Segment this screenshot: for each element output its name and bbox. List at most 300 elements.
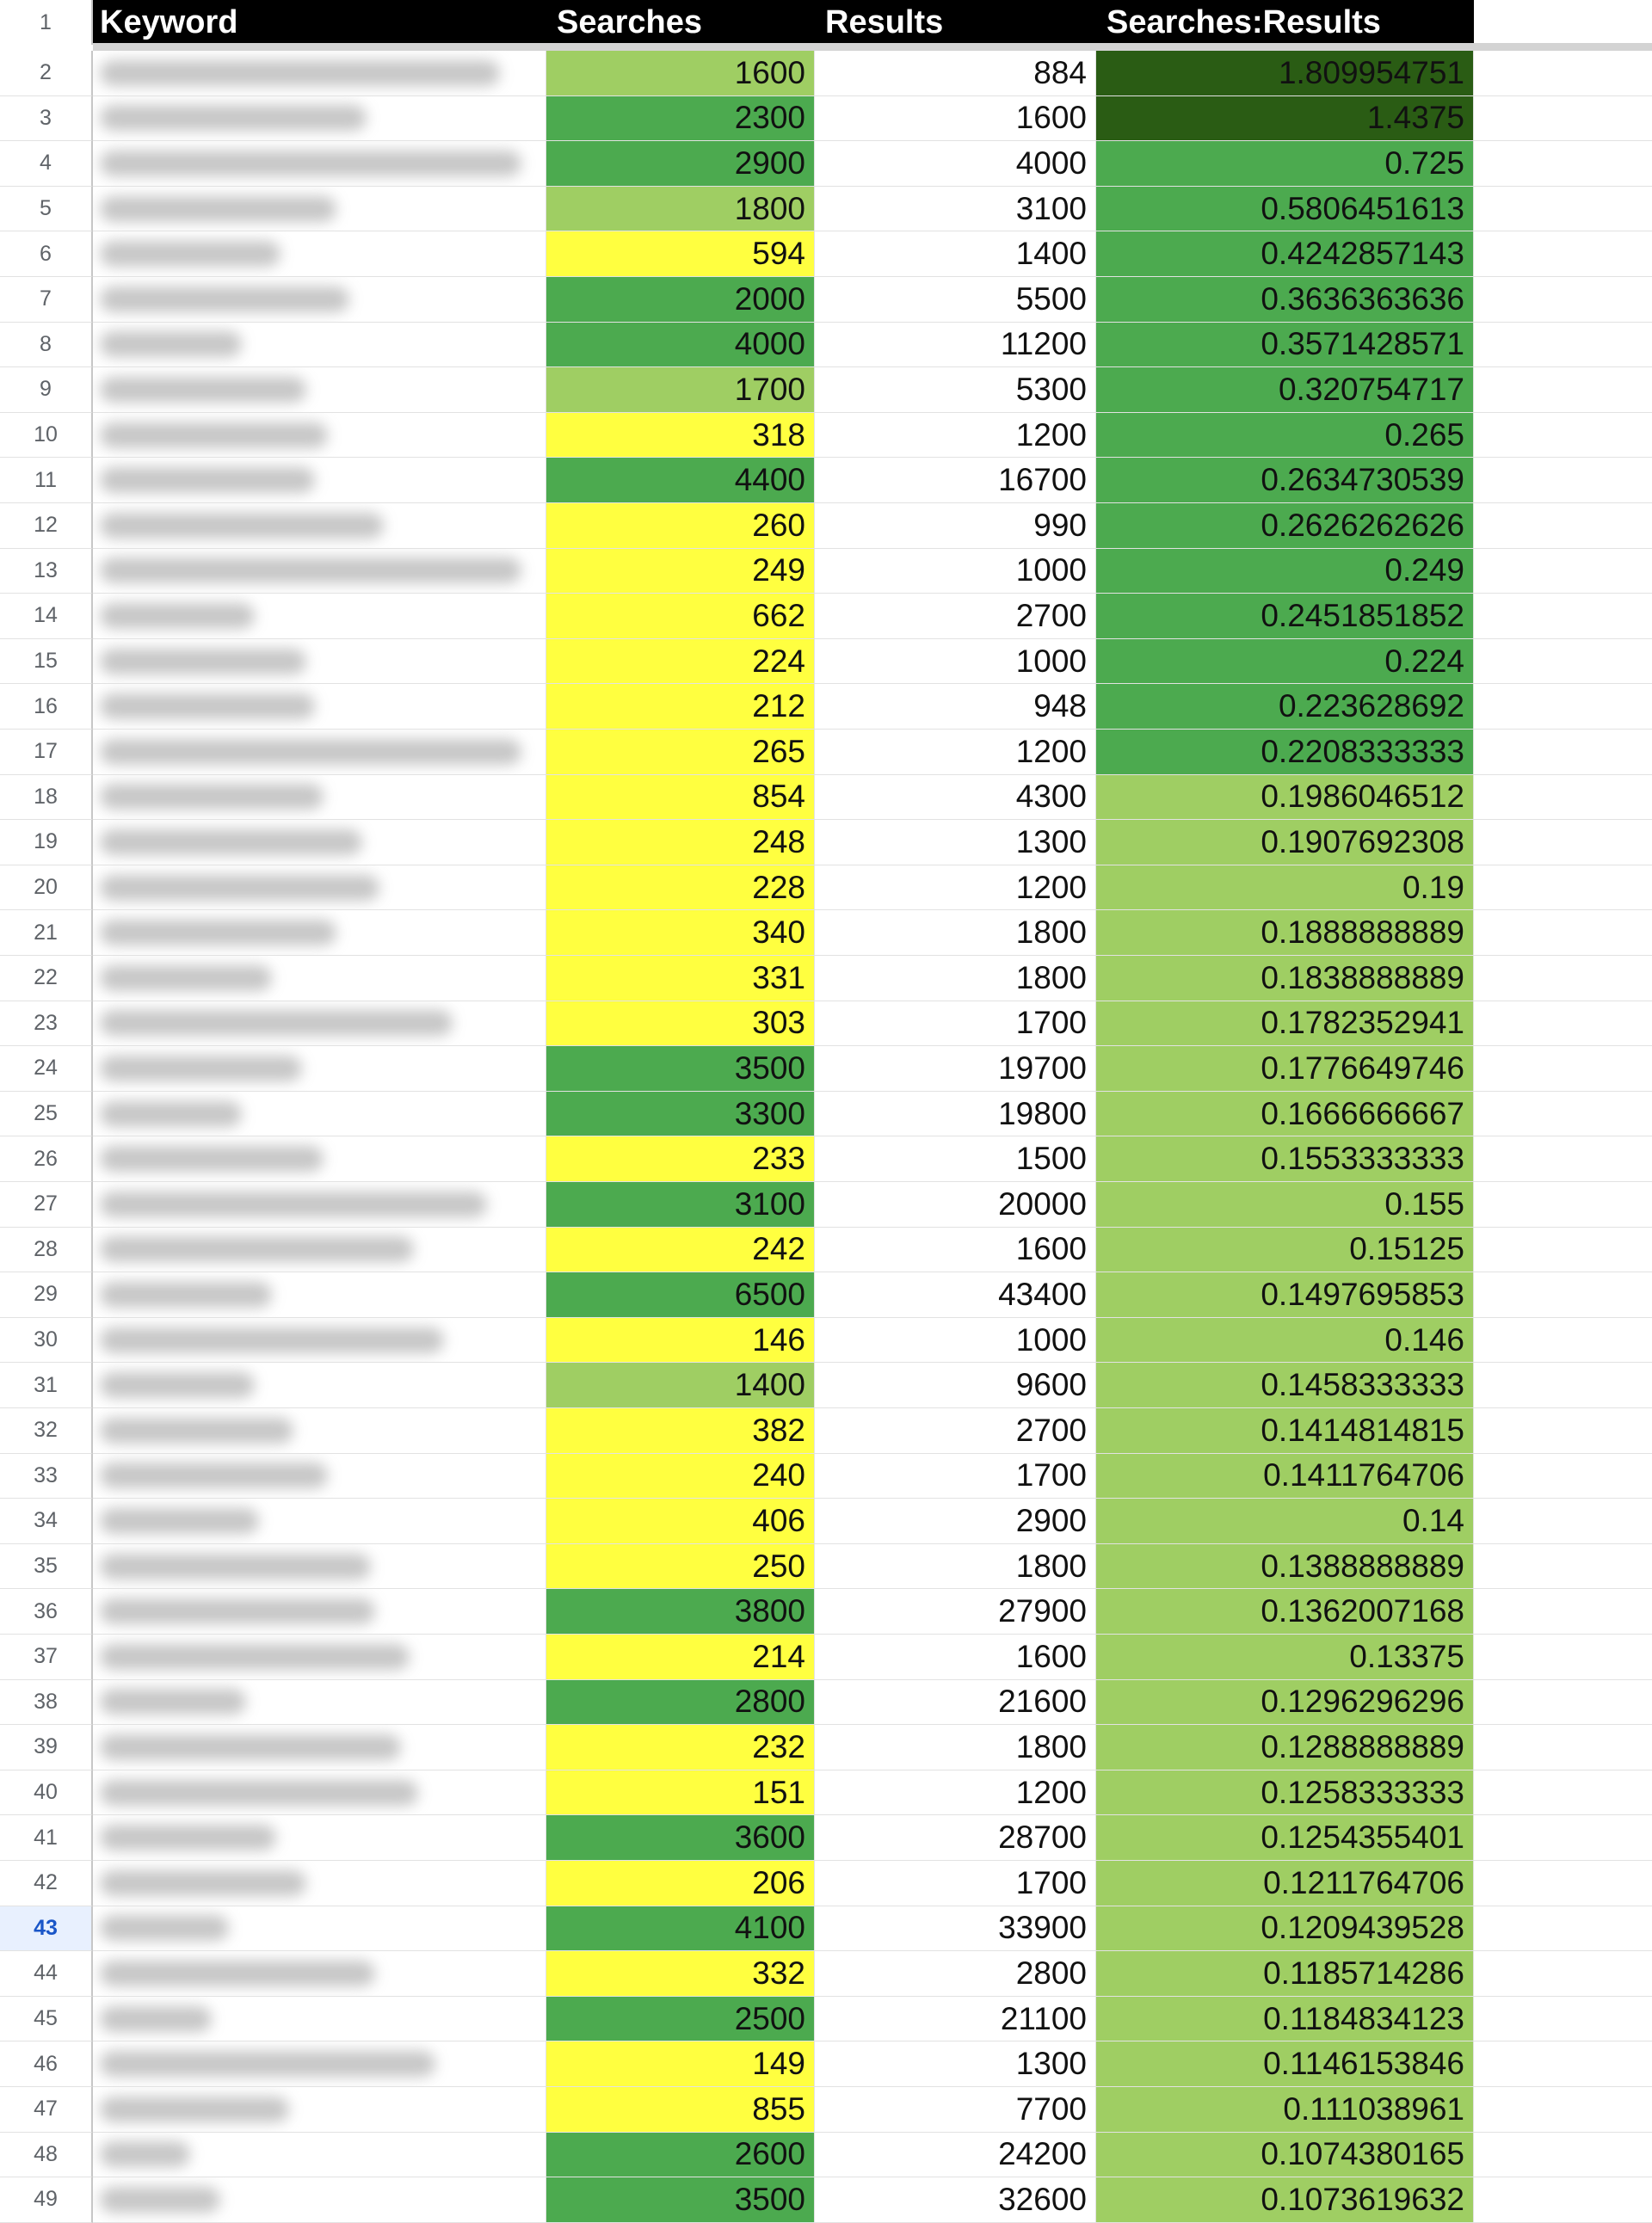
- keyword-cell[interactable]: [93, 549, 546, 594]
- searches-cell[interactable]: 149: [546, 2041, 815, 2087]
- row-number[interactable]: 17: [0, 730, 93, 775]
- searches-cell[interactable]: 594: [546, 231, 815, 277]
- keyword-cell[interactable]: [93, 1454, 546, 1499]
- ratio-cell[interactable]: 0.111038961: [1096, 2087, 1474, 2133]
- searches-cell[interactable]: 233: [546, 1136, 815, 1182]
- keyword-cell[interactable]: [93, 2087, 546, 2133]
- results-cell[interactable]: 1800: [815, 910, 1096, 956]
- searches-cell[interactable]: 249: [546, 549, 815, 594]
- ratio-cell[interactable]: 0.1074380165: [1096, 2133, 1474, 2178]
- ratio-cell[interactable]: 0.4242857143: [1096, 231, 1474, 277]
- empty-cell[interactable]: [1474, 141, 1652, 187]
- searches-cell[interactable]: 1800: [546, 187, 815, 232]
- redacted-keyword: [100, 1282, 272, 1308]
- row-header-1[interactable]: 1: [0, 0, 93, 45]
- row-number[interactable]: 13: [0, 549, 93, 594]
- ratio-cell[interactable]: 0.14: [1096, 1499, 1474, 1544]
- searches-cell[interactable]: 240: [546, 1454, 815, 1499]
- ratio-cell[interactable]: 0.2208333333: [1096, 730, 1474, 775]
- redacted-keyword: [100, 467, 315, 493]
- searches-cell[interactable]: 2600: [546, 2133, 815, 2178]
- empty-cell[interactable]: [1474, 549, 1652, 594]
- column-header-results[interactable]: Results: [815, 0, 1096, 45]
- empty-cell[interactable]: [1474, 1454, 1652, 1499]
- empty-cell[interactable]: [1474, 956, 1652, 1001]
- empty-cell[interactable]: [1474, 1951, 1652, 1997]
- empty-cell[interactable]: [1474, 2041, 1652, 2087]
- empty-cell[interactable]: [1474, 594, 1652, 639]
- row-number[interactable]: 40: [0, 1770, 93, 1816]
- empty-cell[interactable]: [1474, 51, 1652, 96]
- keyword-cell[interactable]: [93, 1046, 546, 1092]
- keyword-cell[interactable]: [93, 367, 546, 413]
- searches-cell[interactable]: 1400: [546, 1363, 815, 1408]
- row-number[interactable]: 27: [0, 1182, 93, 1228]
- results-cell[interactable]: 19800: [815, 1092, 1096, 1137]
- keyword-cell[interactable]: [93, 1001, 546, 1047]
- keyword-cell[interactable]: [93, 956, 546, 1001]
- searches-cell[interactable]: 260: [546, 503, 815, 549]
- searches-cell[interactable]: 3800: [546, 1589, 815, 1635]
- keyword-cell[interactable]: [93, 503, 546, 549]
- empty-cell[interactable]: [1474, 1815, 1652, 1861]
- ratio-cell[interactable]: 0.3571428571: [1096, 323, 1474, 368]
- row-number[interactable]: 44: [0, 1951, 93, 1997]
- ratio-cell[interactable]: 0.1185714286: [1096, 1951, 1474, 1997]
- row-number[interactable]: 33: [0, 1454, 93, 1499]
- row-number[interactable]: 24: [0, 1046, 93, 1092]
- row-number[interactable]: 48: [0, 2133, 93, 2178]
- searches-cell[interactable]: 855: [546, 2087, 815, 2133]
- results-cell[interactable]: 884: [815, 51, 1096, 96]
- empty-cell[interactable]: [1474, 1408, 1652, 1454]
- keyword-cell[interactable]: [93, 2041, 546, 2087]
- row-number[interactable]: 20: [0, 865, 93, 911]
- keyword-cell[interactable]: [93, 1408, 546, 1454]
- empty-cell[interactable]: [1474, 2087, 1652, 2133]
- keyword-cell[interactable]: [93, 1272, 546, 1318]
- redacted-keyword: [100, 1915, 229, 1941]
- ratio-cell[interactable]: 0.1666666667: [1096, 1092, 1474, 1137]
- ratio-cell[interactable]: 0.1907692308: [1096, 820, 1474, 865]
- ratio-cell[interactable]: 0.1296296296: [1096, 1680, 1474, 1726]
- keyword-cell[interactable]: [93, 1815, 546, 1861]
- ratio-cell[interactable]: 0.224: [1096, 639, 1474, 685]
- searches-cell[interactable]: 1600: [546, 51, 815, 96]
- keyword-cell[interactable]: [93, 1544, 546, 1590]
- results-cell[interactable]: 1000: [815, 639, 1096, 685]
- keyword-cell[interactable]: [93, 639, 546, 685]
- keyword-cell[interactable]: [93, 323, 546, 368]
- results-cell[interactable]: 1800: [815, 956, 1096, 1001]
- searches-cell[interactable]: 6500: [546, 1272, 815, 1318]
- searches-cell[interactable]: 248: [546, 820, 815, 865]
- searches-cell[interactable]: 4100: [546, 1906, 815, 1952]
- column-header-ratio[interactable]: Searches:Results: [1096, 0, 1474, 45]
- ratio-cell[interactable]: 0.1388888889: [1096, 1544, 1474, 1590]
- keyword-cell[interactable]: [93, 141, 546, 187]
- results-cell[interactable]: 4000: [815, 141, 1096, 187]
- results-cell[interactable]: 1200: [815, 730, 1096, 775]
- redacted-keyword: [100, 1056, 302, 1081]
- searches-cell[interactable]: 2000: [546, 277, 815, 323]
- row-number[interactable]: 30: [0, 1318, 93, 1364]
- results-cell[interactable]: 1700: [815, 1861, 1096, 1906]
- keyword-cell[interactable]: [93, 730, 546, 775]
- ratio-cell[interactable]: 0.1073619632: [1096, 2177, 1474, 2223]
- row-number[interactable]: 6: [0, 231, 93, 277]
- results-cell[interactable]: 21100: [815, 1997, 1096, 2042]
- empty-cell[interactable]: [1474, 1318, 1652, 1364]
- keyword-cell[interactable]: [93, 865, 546, 911]
- empty-cell[interactable]: [1474, 1272, 1652, 1318]
- empty-cell[interactable]: [1474, 2177, 1652, 2223]
- row-number[interactable]: 23: [0, 1001, 93, 1047]
- searches-cell[interactable]: 214: [546, 1635, 815, 1680]
- searches-cell[interactable]: 3500: [546, 1046, 815, 1092]
- searches-cell[interactable]: 3500: [546, 2177, 815, 2223]
- searches-cell[interactable]: 3300: [546, 1092, 815, 1137]
- searches-cell[interactable]: 2300: [546, 96, 815, 142]
- empty-cell[interactable]: [1474, 820, 1652, 865]
- results-cell[interactable]: 11200: [815, 323, 1096, 368]
- empty-cell[interactable]: [1474, 277, 1652, 323]
- ratio-cell[interactable]: 0.1211764706: [1096, 1861, 1474, 1906]
- ratio-cell[interactable]: 0.1888888889: [1096, 910, 1474, 956]
- row-number[interactable]: 39: [0, 1725, 93, 1770]
- empty-cell[interactable]: [1474, 910, 1652, 956]
- row-number[interactable]: 28: [0, 1228, 93, 1273]
- empty-cell[interactable]: [1474, 865, 1652, 911]
- keyword-cell[interactable]: [93, 1906, 546, 1952]
- ratio-cell[interactable]: 0.1146153846: [1096, 2041, 1474, 2087]
- ratio-cell[interactable]: 0.2634730539: [1096, 458, 1474, 503]
- ratio-cell[interactable]: 0.2626262626: [1096, 503, 1474, 549]
- results-cell[interactable]: 28700: [815, 1815, 1096, 1861]
- row-number[interactable]: 42: [0, 1861, 93, 1906]
- empty-cell[interactable]: [1474, 1861, 1652, 1906]
- results-cell[interactable]: 1000: [815, 1318, 1096, 1364]
- keyword-cell[interactable]: [93, 2133, 546, 2178]
- results-cell[interactable]: 32600: [815, 2177, 1096, 2223]
- keyword-cell[interactable]: [93, 277, 546, 323]
- results-cell[interactable]: 4300: [815, 775, 1096, 821]
- row-number[interactable]: 26: [0, 1136, 93, 1182]
- ratio-cell[interactable]: 0.5806451613: [1096, 187, 1474, 232]
- keyword-cell[interactable]: [93, 1182, 546, 1228]
- ratio-cell[interactable]: 0.13375: [1096, 1635, 1474, 1680]
- empty-cell[interactable]: [1474, 1589, 1652, 1635]
- ratio-cell[interactable]: 0.1458333333: [1096, 1363, 1474, 1408]
- empty-cell[interactable]: [1474, 503, 1652, 549]
- searches-cell[interactable]: 340: [546, 910, 815, 956]
- searches-cell[interactable]: 382: [546, 1408, 815, 1454]
- searches-cell[interactable]: 332: [546, 1951, 815, 1997]
- ratio-cell[interactable]: 1.4375: [1096, 96, 1474, 142]
- searches-cell[interactable]: 224: [546, 639, 815, 685]
- empty-cell[interactable]: [1474, 1182, 1652, 1228]
- searches-cell[interactable]: 3600: [546, 1815, 815, 1861]
- row-number[interactable]: 16: [0, 684, 93, 730]
- searches-cell[interactable]: 4000: [546, 323, 815, 368]
- results-cell[interactable]: 1800: [815, 1544, 1096, 1590]
- searches-cell[interactable]: 2800: [546, 1680, 815, 1726]
- row-number[interactable]: 43: [0, 1906, 93, 1952]
- row-number[interactable]: 25: [0, 1092, 93, 1137]
- results-cell[interactable]: 1800: [815, 1725, 1096, 1770]
- ratio-cell[interactable]: 0.1553333333: [1096, 1136, 1474, 1182]
- empty-cell[interactable]: [1474, 458, 1652, 503]
- empty-cell[interactable]: [1474, 187, 1652, 232]
- row-number[interactable]: 38: [0, 1680, 93, 1726]
- searches-cell[interactable]: 2500: [546, 1997, 815, 2042]
- row-number[interactable]: 19: [0, 820, 93, 865]
- keyword-cell[interactable]: [93, 51, 546, 96]
- empty-cell[interactable]: [1474, 1136, 1652, 1182]
- row-number[interactable]: 4: [0, 141, 93, 187]
- row-number[interactable]: 34: [0, 1499, 93, 1544]
- results-cell[interactable]: 1200: [815, 413, 1096, 459]
- searches-cell[interactable]: 265: [546, 730, 815, 775]
- keyword-cell[interactable]: [93, 96, 546, 142]
- empty-cell[interactable]: [1474, 96, 1652, 142]
- results-cell[interactable]: 3100: [815, 187, 1096, 232]
- results-cell[interactable]: 1600: [815, 1228, 1096, 1273]
- keyword-cell[interactable]: [93, 231, 546, 277]
- results-cell[interactable]: 20000: [815, 1182, 1096, 1228]
- results-cell[interactable]: 1300: [815, 2041, 1096, 2087]
- keyword-cell[interactable]: [93, 458, 546, 503]
- searches-cell[interactable]: 146: [546, 1318, 815, 1364]
- results-cell[interactable]: 1000: [815, 549, 1096, 594]
- column-header-keyword[interactable]: Keyword: [93, 0, 546, 45]
- results-cell[interactable]: 990: [815, 503, 1096, 549]
- redacted-keyword: [100, 1236, 414, 1262]
- row-number[interactable]: 10: [0, 413, 93, 459]
- searches-cell[interactable]: 854: [546, 775, 815, 821]
- row-number[interactable]: 15: [0, 639, 93, 685]
- empty-cell[interactable]: [1474, 1770, 1652, 1816]
- searches-cell[interactable]: 406: [546, 1499, 815, 1544]
- results-cell[interactable]: 1400: [815, 231, 1096, 277]
- empty-cell[interactable]: [1474, 1906, 1652, 1952]
- row-number[interactable]: 3: [0, 96, 93, 142]
- ratio-cell[interactable]: 0.1254355401: [1096, 1815, 1474, 1861]
- keyword-cell[interactable]: [93, 1228, 546, 1273]
- empty-cell[interactable]: [1474, 1725, 1652, 1770]
- results-cell[interactable]: 27900: [815, 1589, 1096, 1635]
- ratio-cell[interactable]: 0.1184834123: [1096, 1997, 1474, 2042]
- results-cell[interactable]: 2700: [815, 594, 1096, 639]
- ratio-cell[interactable]: 0.265: [1096, 413, 1474, 459]
- keyword-cell[interactable]: [93, 1951, 546, 1997]
- row-number[interactable]: 37: [0, 1635, 93, 1680]
- ratio-cell[interactable]: 0.1362007168: [1096, 1589, 1474, 1635]
- keyword-cell[interactable]: [93, 187, 546, 232]
- keyword-cell[interactable]: [93, 1136, 546, 1182]
- results-cell[interactable]: 9600: [815, 1363, 1096, 1408]
- ratio-cell[interactable]: 0.146: [1096, 1318, 1474, 1364]
- keyword-cell[interactable]: [93, 1318, 546, 1364]
- row-number[interactable]: 31: [0, 1363, 93, 1408]
- column-header-searches[interactable]: Searches: [546, 0, 815, 45]
- row-number[interactable]: 9: [0, 367, 93, 413]
- results-cell[interactable]: 43400: [815, 1272, 1096, 1318]
- row-number[interactable]: 2: [0, 51, 93, 96]
- keyword-cell[interactable]: [93, 1861, 546, 1906]
- ratio-cell[interactable]: 0.249: [1096, 549, 1474, 594]
- ratio-cell[interactable]: 0.1411764706: [1096, 1454, 1474, 1499]
- results-cell[interactable]: 1700: [815, 1001, 1096, 1047]
- results-cell[interactable]: 5300: [815, 367, 1096, 413]
- row-number[interactable]: 46: [0, 2041, 93, 2087]
- results-cell[interactable]: 5500: [815, 277, 1096, 323]
- keyword-cell[interactable]: [93, 910, 546, 956]
- empty-cell[interactable]: [1474, 1997, 1652, 2042]
- empty-cell[interactable]: [1474, 1499, 1652, 1544]
- ratio-cell[interactable]: 0.1986046512: [1096, 775, 1474, 821]
- ratio-cell[interactable]: 0.1288888889: [1096, 1725, 1474, 1770]
- ratio-cell[interactable]: 0.1497695853: [1096, 1272, 1474, 1318]
- empty-cell[interactable]: [1474, 1046, 1652, 1092]
- results-cell[interactable]: 16700: [815, 458, 1096, 503]
- searches-cell[interactable]: 303: [546, 1001, 815, 1047]
- row-number[interactable]: 45: [0, 1997, 93, 2042]
- keyword-cell[interactable]: [93, 2177, 546, 2223]
- ratio-cell[interactable]: 0.3636363636: [1096, 277, 1474, 323]
- ratio-cell[interactable]: 0.19: [1096, 865, 1474, 911]
- ratio-cell[interactable]: 0.725: [1096, 141, 1474, 187]
- results-cell[interactable]: 1600: [815, 1635, 1096, 1680]
- searches-cell[interactable]: 2900: [546, 141, 815, 187]
- keyword-cell[interactable]: [93, 1499, 546, 1544]
- searches-cell[interactable]: 250: [546, 1544, 815, 1590]
- keyword-cell[interactable]: [93, 413, 546, 459]
- row-number[interactable]: 12: [0, 503, 93, 549]
- empty-cell[interactable]: [1474, 684, 1652, 730]
- ratio-cell[interactable]: 0.155: [1096, 1182, 1474, 1228]
- empty-cell[interactable]: [1474, 413, 1652, 459]
- empty-cell[interactable]: [1474, 639, 1652, 685]
- searches-cell[interactable]: 318: [546, 413, 815, 459]
- empty-cell[interactable]: [1474, 231, 1652, 277]
- keyword-cell[interactable]: [93, 1635, 546, 1680]
- empty-cell[interactable]: [1474, 367, 1652, 413]
- keyword-cell[interactable]: [93, 1997, 546, 2042]
- ratio-cell[interactable]: 0.1838888889: [1096, 956, 1474, 1001]
- keyword-cell[interactable]: [93, 1680, 546, 1726]
- empty-cell[interactable]: [1474, 1228, 1652, 1273]
- row-number[interactable]: 5: [0, 187, 93, 232]
- results-cell[interactable]: 21600: [815, 1680, 1096, 1726]
- row-number[interactable]: 41: [0, 1815, 93, 1861]
- empty-cell[interactable]: [1474, 1544, 1652, 1590]
- row-number[interactable]: 47: [0, 2087, 93, 2133]
- row-number[interactable]: 22: [0, 956, 93, 1001]
- ratio-cell[interactable]: 1.809954751: [1096, 51, 1474, 96]
- keyword-cell[interactable]: [93, 1725, 546, 1770]
- empty-cell[interactable]: [1474, 730, 1652, 775]
- row-number[interactable]: 29: [0, 1272, 93, 1318]
- row-number[interactable]: 18: [0, 775, 93, 821]
- results-cell[interactable]: 33900: [815, 1906, 1096, 1952]
- ratio-cell[interactable]: 0.223628692: [1096, 684, 1474, 730]
- searches-cell[interactable]: 206: [546, 1861, 815, 1906]
- row-number[interactable]: 49: [0, 2177, 93, 2223]
- redacted-keyword: [100, 693, 315, 719]
- searches-cell[interactable]: 228: [546, 865, 815, 911]
- empty-cell[interactable]: [1474, 775, 1652, 821]
- searches-cell[interactable]: 4400: [546, 458, 815, 503]
- results-cell[interactable]: 1600: [815, 96, 1096, 142]
- results-cell[interactable]: 1700: [815, 1454, 1096, 1499]
- empty-cell[interactable]: [1474, 1092, 1652, 1137]
- keyword-cell[interactable]: [93, 820, 546, 865]
- keyword-cell[interactable]: [93, 684, 546, 730]
- empty-cell[interactable]: [1474, 1680, 1652, 1726]
- row-number[interactable]: 8: [0, 323, 93, 368]
- results-cell[interactable]: 1200: [815, 1770, 1096, 1816]
- ratio-cell[interactable]: 0.2451851852: [1096, 594, 1474, 639]
- ratio-cell[interactable]: 0.1782352941: [1096, 1001, 1474, 1047]
- empty-cell[interactable]: [1474, 2133, 1652, 2178]
- searches-cell[interactable]: 3100: [546, 1182, 815, 1228]
- results-cell[interactable]: 1300: [815, 820, 1096, 865]
- searches-cell[interactable]: 1700: [546, 367, 815, 413]
- results-cell[interactable]: 2800: [815, 1951, 1096, 1997]
- empty-cell[interactable]: [1474, 1001, 1652, 1047]
- searches-cell[interactable]: 662: [546, 594, 815, 639]
- ratio-cell[interactable]: 0.1258333333: [1096, 1770, 1474, 1816]
- row-number[interactable]: 14: [0, 594, 93, 639]
- ratio-cell[interactable]: 0.1414814815: [1096, 1408, 1474, 1454]
- searches-cell[interactable]: 212: [546, 684, 815, 730]
- results-cell[interactable]: 948: [815, 684, 1096, 730]
- keyword-cell[interactable]: [93, 1589, 546, 1635]
- searches-cell[interactable]: 242: [546, 1228, 815, 1273]
- keyword-cell[interactable]: [93, 594, 546, 639]
- ratio-cell[interactable]: 0.320754717: [1096, 367, 1474, 413]
- results-cell[interactable]: 1200: [815, 865, 1096, 911]
- keyword-cell[interactable]: [93, 775, 546, 821]
- row-number[interactable]: 36: [0, 1589, 93, 1635]
- results-cell[interactable]: 7700: [815, 2087, 1096, 2133]
- keyword-cell[interactable]: [93, 1363, 546, 1408]
- row-number[interactable]: 32: [0, 1408, 93, 1454]
- searches-cell[interactable]: 331: [546, 956, 815, 1001]
- empty-cell[interactable]: [1474, 1363, 1652, 1408]
- keyword-cell[interactable]: [93, 1092, 546, 1137]
- keyword-cell[interactable]: [93, 1770, 546, 1816]
- results-cell[interactable]: 2900: [815, 1499, 1096, 1544]
- row-number[interactable]: 7: [0, 277, 93, 323]
- ratio-cell[interactable]: 0.1209439528: [1096, 1906, 1474, 1952]
- row-number[interactable]: 11: [0, 458, 93, 503]
- results-cell[interactable]: 19700: [815, 1046, 1096, 1092]
- row-number[interactable]: 21: [0, 910, 93, 956]
- searches-cell[interactable]: 151: [546, 1770, 815, 1816]
- empty-header-cell[interactable]: [1474, 0, 1652, 45]
- empty-cell[interactable]: [1474, 1635, 1652, 1680]
- results-cell[interactable]: 2700: [815, 1408, 1096, 1454]
- searches-cell[interactable]: 232: [546, 1725, 815, 1770]
- results-cell[interactable]: 24200: [815, 2133, 1096, 2178]
- ratio-cell[interactable]: 0.1776649746: [1096, 1046, 1474, 1092]
- row-number[interactable]: 35: [0, 1544, 93, 1590]
- ratio-cell[interactable]: 0.15125: [1096, 1228, 1474, 1273]
- results-cell[interactable]: 1500: [815, 1136, 1096, 1182]
- empty-cell[interactable]: [1474, 323, 1652, 368]
